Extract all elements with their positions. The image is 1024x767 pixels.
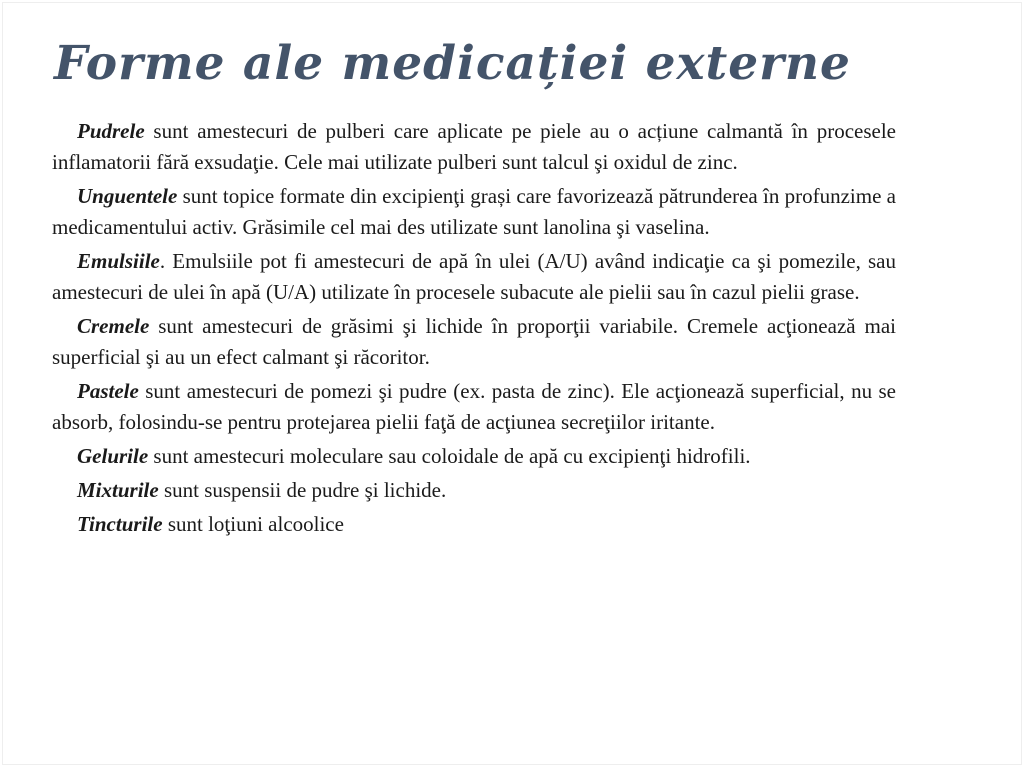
paragraph-text: sunt loţiuni alcoolice <box>162 512 344 536</box>
paragraph-tincturile <box>52 509 896 540</box>
paragraph-pastele <box>52 376 896 438</box>
term: Unguentele <box>77 184 178 208</box>
term: Pastele <box>77 379 139 403</box>
term: Pudrele <box>77 119 145 143</box>
paragraph-text: sunt amestecuri de grăsimi şi lichide în proporţii variabile. Cremele acţionează mai superficial şi au un efect calmant şi răcoritor. <box>52 314 896 369</box>
term-suffix: . <box>159 249 166 273</box>
paragraph-text: sunt amestecuri moleculare sau coloidale de apă cu excipienţi hidrofili. <box>148 444 751 468</box>
paragraph-text: sunt amestecuri de pomezi şi pudre (ex. pasta de zinc). Ele acţionează superficial, nu se absorb, folosindu-se pentru protejarea pielii faţă de acţiunea secreţiilor iritante. <box>52 379 896 434</box>
paragraph-unguentele <box>52 181 896 243</box>
paragraph-cremele <box>52 311 896 373</box>
slide-title: Forme ale medicației externe <box>54 36 851 91</box>
paragraph-mixturile <box>52 475 896 506</box>
paragraph-emulsiile <box>52 246 896 308</box>
paragraph-gelurile <box>52 441 896 472</box>
term: Gelurile <box>77 444 149 468</box>
term: Tincturile <box>77 512 163 536</box>
paragraph-text: sunt suspensii de pudre şi lichide. <box>158 478 447 502</box>
paragraph-text: sunt topice formate din excipienţi grași care favorizează pătrunderea în profunzime a medicamentului activ. Grăsimile cel mai des utilizate sunt lanolina şi vaselina. <box>52 184 896 239</box>
paragraph-pudrele <box>52 116 896 178</box>
paragraph-text: sunt amestecuri de pulberi care aplicate pe piele au o acțiune calmantă în procesele inflamatorii fără exsudaţie. Cele mai utilizate pulberi sunt talcul şi oxidul de zinc. <box>52 119 896 174</box>
term: Emulsiile <box>77 249 160 273</box>
term: Mixturile <box>77 478 159 502</box>
paragraph-text: Emulsiile pot fi amestecuri de apă în ulei (A/U) având indicaţie ca şi pomezile, sau amestecuri de ulei în apă (U/A) utilizate în procesele subacute ale pielii sau în cazul pielii grase. <box>52 249 896 304</box>
slide-body <box>52 116 896 543</box>
term: Cremele <box>77 314 150 338</box>
